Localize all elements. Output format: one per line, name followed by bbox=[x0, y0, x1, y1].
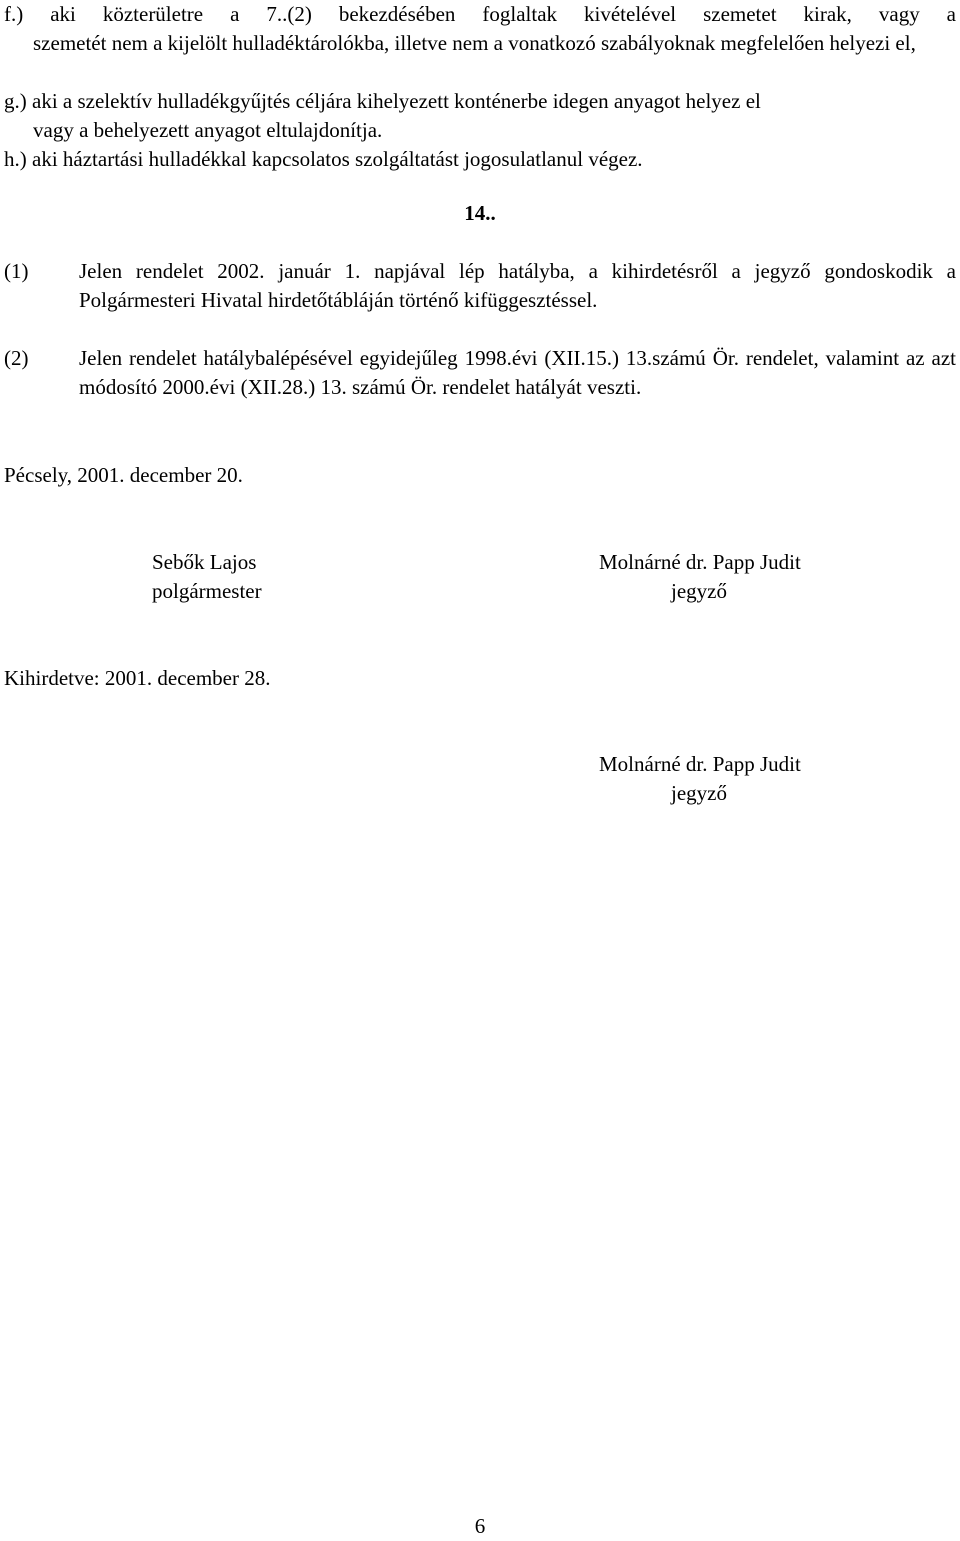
final-notary-name: Molnárné dr. Papp Judit bbox=[599, 752, 801, 776]
notary-name: Molnárné dr. Papp Judit bbox=[599, 550, 801, 574]
list-item-f bbox=[4, 0, 956, 58]
list-item-f-first-line bbox=[4, 0, 956, 29]
paragraph-2 bbox=[4, 344, 956, 402]
mayor-title: polgármester bbox=[152, 579, 262, 603]
paragraph-1-number: (1) bbox=[4, 259, 29, 283]
list-item-g-text: aki a szelektív hulladékgyűjtés céljára kihelyezett konténerbe idegen anyagot helyez el bbox=[32, 89, 761, 113]
final-notary-title: jegyző bbox=[671, 781, 727, 805]
page-number: 6 bbox=[474, 1514, 486, 1538]
announced-date: Kihirdetve: 2001. december 28. bbox=[4, 666, 271, 690]
place-date: Pécsely, 2001. december 20. bbox=[4, 463, 243, 487]
list-item-g bbox=[4, 87, 956, 145]
list-item-h-first-line bbox=[4, 145, 956, 174]
list-item-f-text: aki közterületre a 7..(2) bekezdésében foglaltak kivételével szemetet kirak, vagy a bbox=[50, 2, 956, 26]
list-item-h-text: aki háztartási hulladékkal kapcsolatos szolgáltatást jogosulatlanul végez. bbox=[32, 147, 643, 171]
mayor-name: Sebők Lajos bbox=[152, 550, 257, 574]
list-item-g-label: g.) bbox=[4, 89, 27, 113]
final-notary-signature bbox=[599, 750, 801, 808]
list-item-g-first-line bbox=[4, 87, 956, 116]
mayor-signature bbox=[152, 548, 262, 606]
list-item-h bbox=[4, 145, 956, 174]
list-item-f-continuation: szemetét nem a kijelölt hulladéktárolókba, illetve nem a vonatkozó szabályoknak megfelelően helyezi el, bbox=[33, 31, 916, 55]
list-item-g-continuation: vagy a behelyezett anyagot eltulajdonítja. bbox=[33, 118, 383, 142]
paragraph-1-text: Jelen rendelet 2002. január 1. napjával lép hatályba, a kihirdetésről a jegyző gondoskodik a Polgármesteri Hivatal hirdetőtábláján történő kifüggesztéssel. bbox=[79, 259, 956, 312]
notary-signature bbox=[599, 548, 801, 606]
notary-title: jegyző bbox=[671, 579, 727, 603]
list-item-f-label: f.) bbox=[4, 2, 24, 26]
paragraph-2-text: Jelen rendelet hatálybalépésével egyidejűleg 1998.évi (XII.15.) 13.számú Ör. rendelet, valamint az azt módosító 2000.évi (XII.28.) 13. számú Ör. rendelet hatályát veszti. bbox=[79, 346, 956, 399]
list-item-h-label: h.) bbox=[4, 147, 27, 171]
paragraph-1 bbox=[4, 257, 956, 315]
paragraph-2-number: (2) bbox=[4, 346, 29, 370]
section-heading: 14.. bbox=[464, 201, 496, 225]
